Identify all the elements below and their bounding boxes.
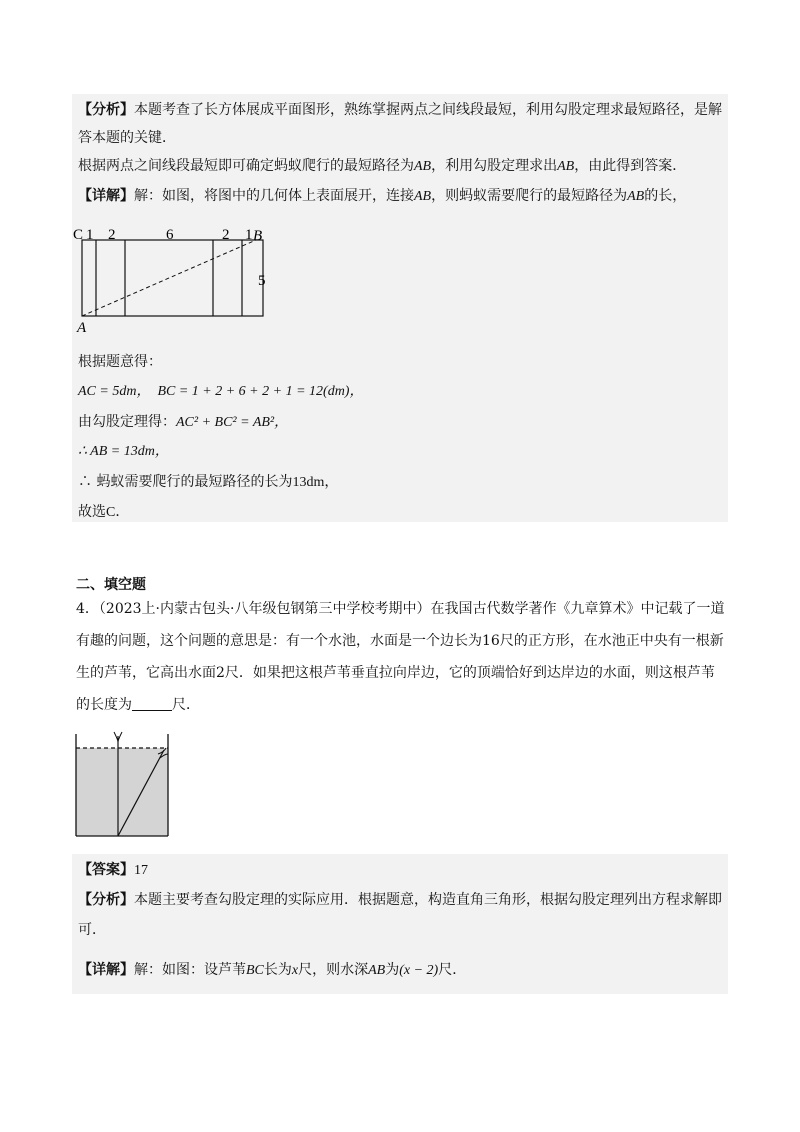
reasoning-line: 根据两点之间线段最短即可确定蚂蚁爬行的最短路径为AB，利用勾股定理求出AB，由此得到答案． xyxy=(78,158,687,174)
label-seg-2a: 2 xyxy=(108,227,116,243)
pool-water xyxy=(76,748,168,836)
question-number: 4． xyxy=(76,601,99,617)
answer-line xyxy=(78,860,148,881)
given-line: 根据题意得： xyxy=(78,354,162,370)
choose-line: 故选C． xyxy=(78,504,130,520)
answer-block xyxy=(72,854,728,994)
answer-blank[interactable] xyxy=(132,696,172,711)
label-seg-6: 6 xyxy=(166,227,174,243)
label-seg-2b: 2 xyxy=(222,227,230,243)
detail-line: 【详解】解：如图，将图中的几何体上表面展开，连接AB，则蚂蚁需要爬行的最短路径为AB的长， xyxy=(78,188,687,204)
label-c: C xyxy=(73,227,84,243)
reed-pool-figure xyxy=(68,728,178,840)
pythagoras-line: 由勾股定理得：AC² + BC² = AB²， xyxy=(78,414,289,430)
question-4-line-3: 生的芦苇，它高出水面2尺．如果把这根芦苇垂直拉向岸边，它的顶端恰好到达岸边的水面，则这根芦苇 xyxy=(76,665,715,681)
label-seg-1a: 1 xyxy=(86,227,94,243)
ant-path-line: ∴ 蚂蚁需要爬行的最短路径的长为13dm， xyxy=(78,474,339,490)
label-a: A xyxy=(77,320,87,336)
shortest-path-ab xyxy=(82,240,256,316)
unfolded-box-figure xyxy=(72,224,282,336)
analysis-line-1: 【分析】本题考查了长方体展成平面图形，熟练掌握两点之间线段最短，利用勾股定理求最短路径，是解 xyxy=(78,102,722,118)
detail-tag: 【详解】 xyxy=(78,188,134,204)
analysis-tag: 【分析】 xyxy=(78,102,134,118)
question-4-line-2: 有趣的问题，这个问题的意思是：有一个水池，水面是一个边长为16尺的正方形，在水池正中央有一根新 xyxy=(76,633,724,649)
answer-analysis-line-2: 可． xyxy=(78,922,106,938)
question-4-line-1: 4．（2023上·内蒙古包头·八年级包钢第三中学校考期中）在我国古代数学著作《九章算术》中记载了一道 xyxy=(76,601,725,617)
label-b: B xyxy=(253,228,263,244)
label-height-5: 5 xyxy=(258,273,266,289)
equation-line: AC = 5dm， BC = 1 + 2 + 6 + 2 + 1 = 12(dm)， xyxy=(78,384,364,399)
answer-tag: 【答案】 xyxy=(78,862,134,878)
answer-value: 17 xyxy=(134,863,148,878)
section-heading: 二、填空题 xyxy=(76,577,146,593)
answer-analysis-line-1: 【分析】本题主要考查勾股定理的实际应用．根据题意，构造直角三角形，根据勾股定理列出方程求解即 xyxy=(78,892,722,908)
answer-detail-line: 【详解】解：如图：设芦苇BC长为x尺，则水深AB为(x − 2)尺． xyxy=(78,962,467,978)
question-4-line-4: 的长度为 尺． xyxy=(76,697,200,713)
solution-block-previous xyxy=(72,94,728,522)
ab-result-line: ∴ AB = 13dm， xyxy=(78,444,169,459)
analysis-line-2: 答本题的关键． xyxy=(78,130,176,146)
label-seg-1b: 1 xyxy=(245,227,253,243)
